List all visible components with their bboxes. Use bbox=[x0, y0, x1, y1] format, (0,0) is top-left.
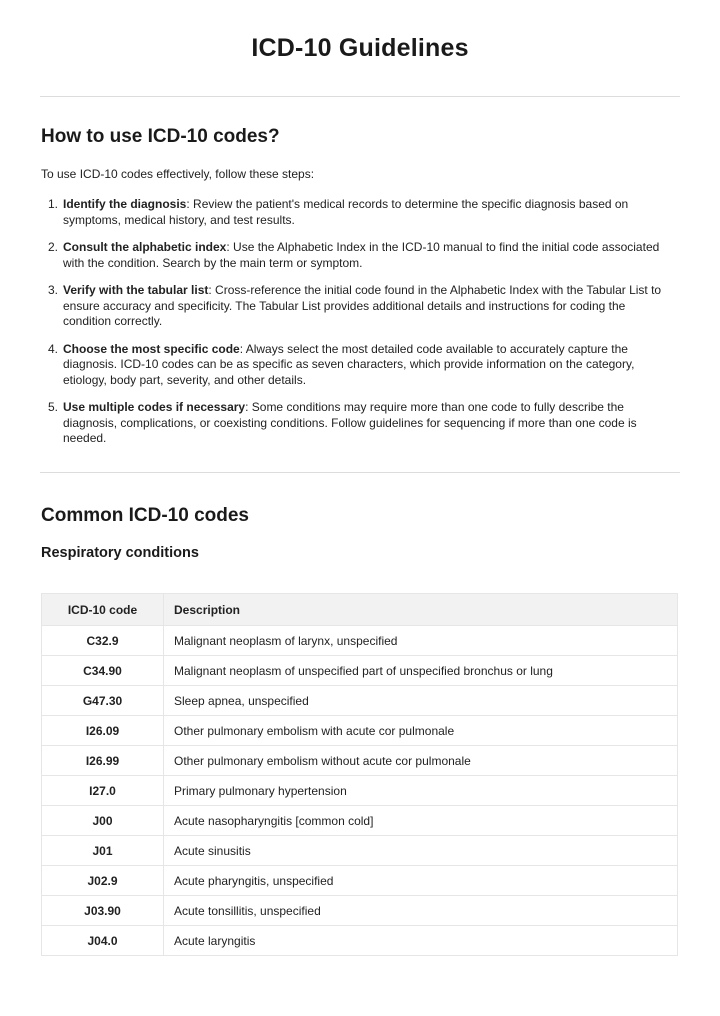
common-codes-heading: Common ICD-10 codes bbox=[41, 505, 249, 526]
title-divider bbox=[40, 96, 680, 97]
step-text: : Cross-reference the initial code found in the Alphabetic Index with the Tabular List to ensure accuracy and specificity. The Tabular List provides additional details and instructions for coding the condition correctly. bbox=[63, 283, 662, 328]
step-number: 2. bbox=[48, 240, 59, 254]
icd-codes-table bbox=[41, 593, 678, 956]
description-cell: Acute pharyngitis, unspecified bbox=[164, 866, 678, 896]
step-item bbox=[41, 197, 671, 228]
table-header-row bbox=[42, 594, 678, 626]
header-code: ICD-10 code bbox=[42, 594, 164, 626]
table-row bbox=[42, 716, 678, 746]
header-description: Description bbox=[164, 594, 678, 626]
description-cell: Acute sinusitis bbox=[164, 836, 678, 866]
code-cell: J02.9 bbox=[42, 866, 164, 896]
step-text: : Some conditions may require more than one code to fully describe the diagnosis, complications, or coexisting conditions. Follow guidelines for sequencing if more than one code is needed. bbox=[63, 400, 637, 445]
table-row bbox=[42, 896, 678, 926]
description-cell: Other pulmonary embolism with acute cor pulmonale bbox=[164, 716, 678, 746]
description-cell: Malignant neoplasm of unspecified part of unspecified bronchus or lung bbox=[164, 656, 678, 686]
code-cell: J01 bbox=[42, 836, 164, 866]
step-title: Verify with the tabular list bbox=[63, 283, 209, 297]
step-title: Choose the most specific code bbox=[63, 341, 240, 356]
code-cell: I27.0 bbox=[42, 776, 164, 806]
table-row bbox=[42, 686, 678, 716]
table-row bbox=[42, 746, 678, 776]
step-text: : Review the patient's medical records to determine the specific diagnosis based on symptoms, medical history, and test results. bbox=[63, 197, 629, 227]
code-cell: J00 bbox=[42, 806, 164, 836]
how-to-use-intro: To use ICD-10 codes effectively, follow these steps: bbox=[41, 167, 315, 181]
description-cell: Primary pulmonary hypertension bbox=[164, 776, 678, 806]
table-row bbox=[42, 776, 678, 806]
table-row bbox=[42, 836, 678, 866]
step-item bbox=[41, 283, 671, 330]
section-divider bbox=[40, 472, 680, 473]
how-to-use-heading: How to use ICD-10 codes? bbox=[41, 126, 280, 147]
code-cell: C32.9 bbox=[42, 626, 164, 656]
step-number: 4. bbox=[48, 341, 59, 356]
step-item bbox=[41, 342, 671, 389]
step-text: : Use the Alphabetic Index in the ICD-10 manual to find the initial code associated with the condition. Search by the main term or symptom. bbox=[63, 240, 660, 270]
code-cell: I26.99 bbox=[42, 746, 164, 776]
code-cell: C34.90 bbox=[42, 656, 164, 686]
step-number: 1. bbox=[48, 197, 59, 211]
step-title: Consult the alphabetic index bbox=[63, 240, 227, 254]
description-cell: Other pulmonary embolism without acute cor pulmonale bbox=[164, 746, 678, 776]
steps-list bbox=[41, 197, 671, 459]
code-cell: J04.0 bbox=[42, 926, 164, 956]
step-number: 3. bbox=[48, 283, 59, 297]
step-title: Identify the diagnosis bbox=[63, 197, 187, 211]
step-item bbox=[41, 400, 671, 447]
page-title: ICD-10 Guidelines bbox=[251, 34, 469, 62]
description-cell: Acute laryngitis bbox=[164, 926, 678, 956]
description-cell: Sleep apnea, unspecified bbox=[164, 686, 678, 716]
table-row bbox=[42, 806, 678, 836]
table-row bbox=[42, 866, 678, 896]
description-cell: Malignant neoplasm of larynx, unspecified bbox=[164, 626, 678, 656]
step-number: 5. bbox=[48, 400, 59, 414]
code-cell: J03.90 bbox=[42, 896, 164, 926]
description-cell: Acute nasopharyngitis [common cold] bbox=[164, 806, 678, 836]
step-item bbox=[41, 240, 671, 271]
step-title: Use multiple codes if necessary bbox=[63, 400, 246, 414]
step-text: : Always select the most detailed code available to accurately capture the diagnosis. ICD-10 codes can be as specific as seven characters, which provide information on the category, etiology, body part, severity, and other details. bbox=[63, 341, 635, 387]
description-cell: Acute tonsillitis, unspecified bbox=[164, 896, 678, 926]
code-cell: G47.30 bbox=[42, 686, 164, 716]
respiratory-subheading: Respiratory conditions bbox=[41, 545, 199, 561]
table-row bbox=[42, 656, 678, 686]
table-row bbox=[42, 926, 678, 956]
code-cell: I26.09 bbox=[42, 716, 164, 746]
table-row bbox=[42, 626, 678, 656]
